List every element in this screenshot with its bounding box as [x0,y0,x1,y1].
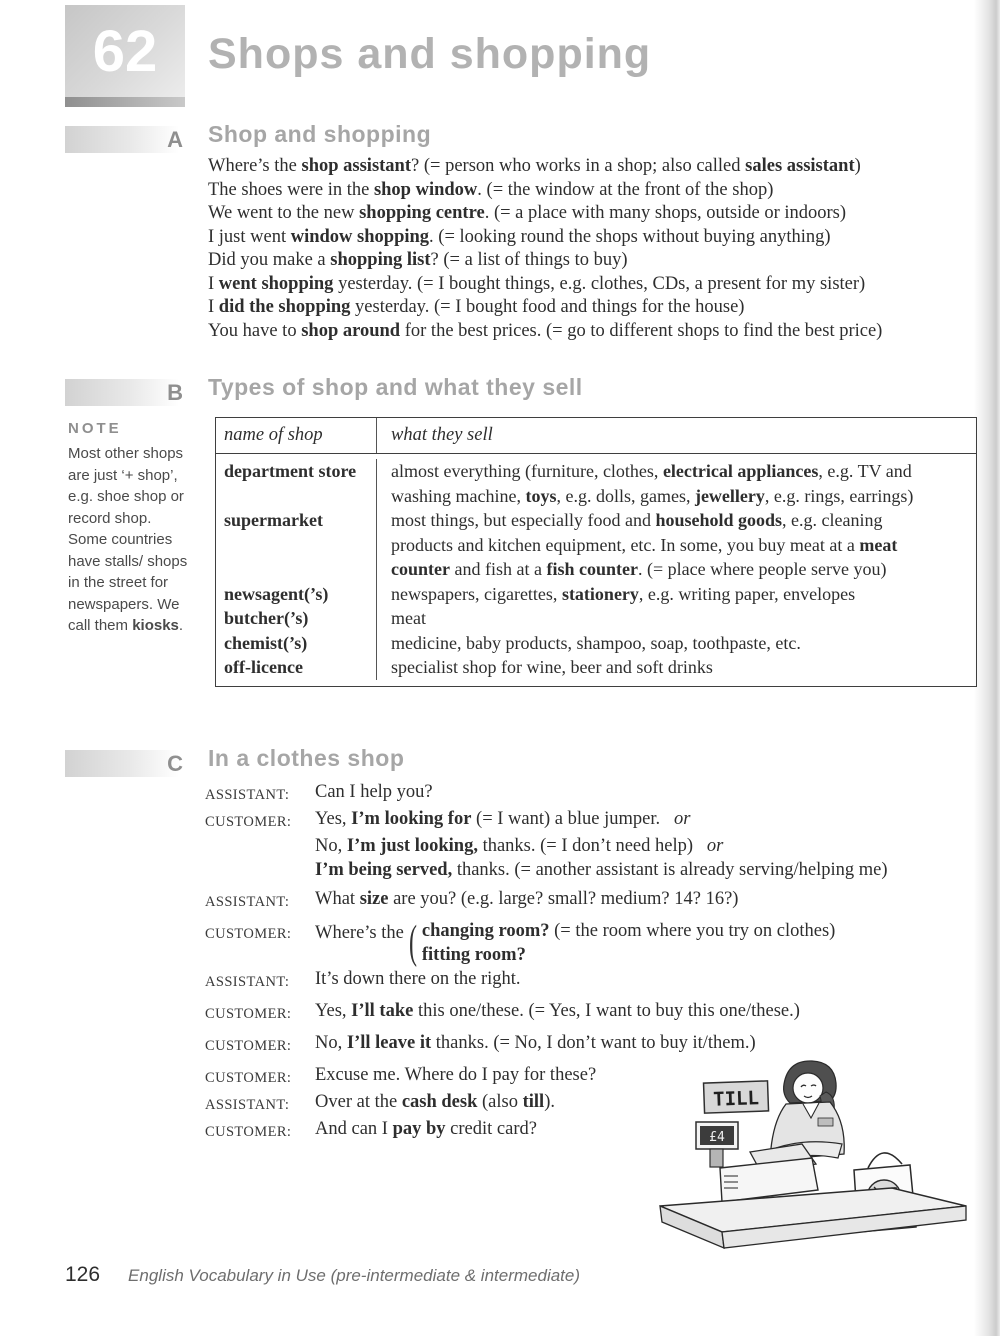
shop-description [376,508,976,582]
shop-description [376,459,976,508]
sentence: Where’s the shop assistant? (= person who works in a shop; also called sales assistant) [208,156,861,176]
table-row [216,459,976,508]
section-a-heading: Shop and shopping [208,121,432,147]
sentence: I went shopping yesterday. (= I bought things, e.g. clothes, CDs, a present for my sister) [208,273,866,294]
utterance: Over at the cash desk (also till). [315,1092,555,1112]
price-display [696,1122,738,1167]
table-body [216,454,976,686]
desc-line: specialist shop for wine, beer and soft drinks [391,657,713,677]
section-c-marker [65,750,185,777]
dialogue-line [205,967,980,994]
note-text: Most other shops are just ‘+ shop’, e.g. shoe shop or record shop. Some countries have stalls/ shops in the street for newspapers. We call them kiosks. [68,445,188,634]
shop-name: butcher(’s) [224,608,309,628]
page-title: Shops and shopping [208,30,652,78]
sentence: Did you make a shopping list? (= a list of things to buy) [208,250,628,270]
desc-line: products and kitchen equipment, etc. In some, you buy meat at a meat [391,534,898,555]
utterance: Excuse me. Where do I pay for these? [315,1065,597,1085]
unit-tab-underline [65,97,185,107]
table-header-name-of-shop: name of shop [224,425,323,445]
shop-description [376,606,976,631]
counter [660,1188,966,1248]
shop-types-table [215,417,977,687]
brace-group [315,916,836,968]
speaker-label: CUSTOMER: [205,926,292,942]
speaker-label: ASSISTANT: [205,894,290,910]
shop-assistant-illustration [658,1056,980,1254]
shop-name: supermarket [224,510,323,530]
sentence: We went to the new shopping centre. (= a place with many shops, outside or indoors) [208,203,847,223]
assistant-figure [770,1061,844,1160]
brace-glyph: ( [408,916,417,968]
section-b-heading: Types of shop and what they sell [208,374,583,400]
note-label: NOTE [68,420,122,437]
dialogue-line [205,858,980,882]
speaker-label: CUSTOMER: [205,814,292,830]
table-header-what-they-sell: what they sell [376,418,976,453]
table-row [216,582,976,607]
utterance: No, I’m just looking, thanks. (= I don’t need help) or [315,836,724,856]
page-footer [65,1263,580,1287]
desc-line: washing machine, toys, e.g. dolls, games, jewellery, e.g. rings, earrings) [391,485,914,506]
section-a-marker [65,126,185,153]
utterance: Yes, I’m looking for (= I want) a blue jumper. or [315,809,691,829]
shop-description [376,631,976,656]
utterance: I’m being served, thanks. (= another assistant is already serving/helping me) [315,860,888,880]
section-c-heading: In a clothes shop [208,745,405,771]
shop-name: chemist(’s) [224,632,308,653]
dialogue-line [205,1031,980,1058]
desc-line: meat [391,608,426,628]
note-sidebar [68,420,190,637]
utterance: fitting room? [421,945,526,965]
price-display-text: £4 [709,1130,725,1145]
sentence: You have to shop around for the best prices. (= go to different shops to find the best price) [208,320,883,341]
shop-name: department store [224,461,357,481]
speaker-label: CUSTOMER: [205,1070,292,1086]
desc-line: almost everything (furniture, clothes, electrical appliances, e.g. TV and [391,461,912,481]
speaker-label: CUSTOMER: [205,1006,292,1022]
utterance: And can I pay by credit card? [315,1119,537,1139]
table-row [216,655,976,680]
utterance: What size are you? (e.g. large? small? medium? 14? 16?) [315,889,739,909]
desc-line: counter and fish at a fish counter. (= place where people serve you) [391,559,887,579]
dialogue-line [205,807,980,834]
desc-line: newspapers, cigarettes, stationery, e.g. writing paper, envelopes [391,583,856,604]
sentence: I just went window shopping. (= looking round the shops without buying anything) [208,226,831,247]
table-header-row [216,418,976,454]
speaker-label: ASSISTANT: [205,787,290,803]
section-b-letter: B [167,379,183,405]
table-row [216,606,976,631]
section-b-marker [65,379,185,406]
section-c-letter: C [167,750,183,776]
shop-description [376,655,976,680]
sentence: The shoes were in the shop window. (= the window at the front of the shop) [208,179,774,200]
speaker-label: CUSTOMER: [205,1038,292,1054]
brace-options [422,919,835,967]
cash-register [720,1144,818,1202]
unit-number-tab [65,5,185,97]
speaker-label: CUSTOMER: [205,1124,292,1140]
speaker-label: ASSISTANT: [205,1097,290,1113]
desc-line: medicine, baby products, shampoo, soap, toothpaste, etc. [391,632,801,653]
dialogue-line [205,780,980,807]
section-a-body [208,155,980,343]
desc-line: most things, but especially food and household goods, e.g. cleaning [391,510,883,530]
page-number: 126 [65,1263,101,1286]
utterance: changing room? (= the room where you try on clothes) [421,921,836,941]
utterance: Can I help you? [315,782,433,802]
till-sign-text: TILL [712,1087,760,1111]
dialogue-line [205,834,980,858]
till-scene-drawing [658,1056,980,1254]
sentence: I did the shopping yesterday. (= I bought food and things for the house) [208,297,745,317]
utterance-prefix: Where’s the [315,923,404,943]
speaker-label [205,834,315,858]
dialogue-line-brace [205,916,980,968]
speaker-label: ASSISTANT: [205,974,290,990]
book-title: English Vocabulary in Use (pre-intermediate & intermediate) [128,1266,581,1285]
dialogue-line [205,999,980,1026]
shop-name: off-licence [224,657,303,677]
section-a-letter: A [167,126,183,152]
utterance: No, I’ll leave it thanks. (= No, I don’t want to buy it/them.) [315,1033,756,1053]
speaker-label [205,858,315,882]
utterance: Yes, I’ll take this one/these. (= Yes, I want to buy this one/these.) [315,1001,800,1021]
table-row [216,508,976,582]
table-row [216,631,976,656]
shop-name: newsagent(’s) [224,583,329,604]
shop-description [376,582,976,607]
dialogue-line [205,887,980,914]
unit-number: 62 [92,18,158,84]
utterance: It’s down there on the right. [315,969,521,989]
